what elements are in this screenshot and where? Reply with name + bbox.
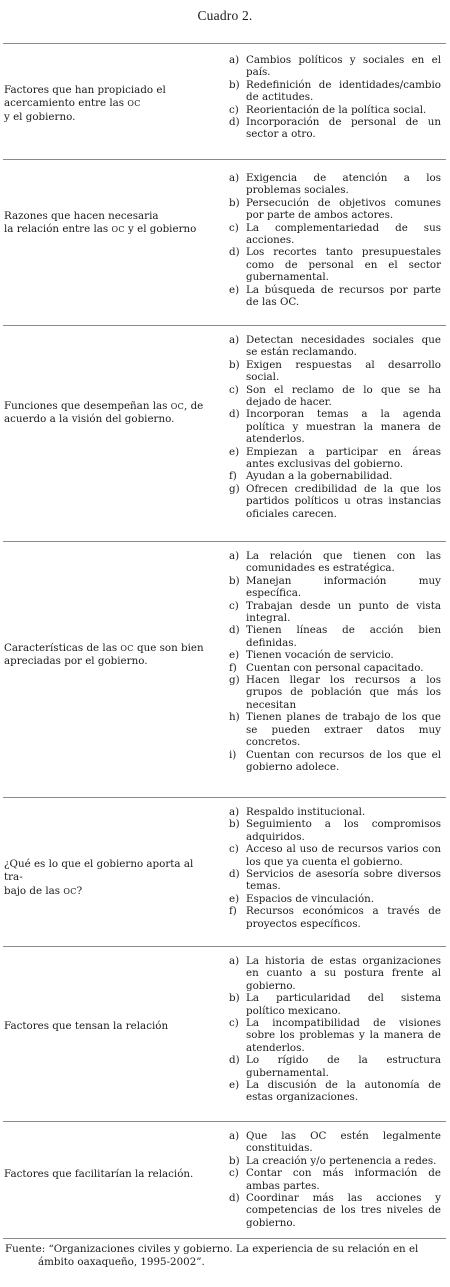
item-text: Persecución de objetivos comunes por parte de ambos actores. — [246, 196, 441, 222]
list-item — [229, 1192, 441, 1229]
item-text: La particularidad del sistema político mexicano. — [246, 992, 441, 1017]
item-text: La discusión de la autonomía de estas organizaciones. — [246, 1079, 441, 1104]
item-marker: b) — [229, 574, 240, 587]
row-label — [4, 642, 212, 669]
item-marker: a) — [229, 806, 240, 818]
row-label — [4, 1020, 212, 1033]
list-item — [229, 1130, 441, 1155]
item-list — [229, 550, 441, 773]
list-item — [229, 674, 441, 711]
list-item — [229, 246, 441, 283]
list-item — [229, 600, 441, 625]
list-item — [229, 470, 441, 482]
list-item — [229, 483, 441, 520]
row-label — [4, 1168, 212, 1181]
item-marker: d) — [229, 246, 240, 259]
item-marker: d) — [229, 868, 240, 881]
item-marker: e) — [229, 649, 240, 662]
item-marker: d) — [229, 1054, 240, 1067]
row-label-line: Funciones que desempeñan las — [4, 400, 171, 412]
item-text: Incorporan temas a la agenda política y muestran la manera de atenderlos. — [246, 408, 441, 446]
row-divider — [3, 797, 446, 798]
item-marker: d) — [229, 1192, 240, 1205]
source-line: ámbito oaxaqueño, 1995-2002”. — [38, 1256, 205, 1268]
row-divider — [3, 946, 446, 947]
list-item — [229, 172, 441, 197]
item-marker: d) — [229, 408, 240, 421]
row-divider — [3, 541, 446, 542]
source-note — [5, 1243, 445, 1269]
row-divider — [3, 159, 446, 160]
item-marker: b) — [229, 818, 240, 831]
item-marker: c) — [229, 103, 239, 116]
item-text: Reorientación de la política social. — [246, 103, 427, 116]
list-item — [229, 905, 441, 930]
row-label-line: Factores que han propiciado el — [4, 84, 166, 96]
row-label-line: y el gobierno — [124, 223, 197, 236]
item-marker: e) — [229, 445, 240, 458]
item-marker: c) — [229, 1167, 239, 1180]
item-marker: c) — [229, 383, 239, 396]
item-text: Ayudan a la gobernabilidad. — [246, 470, 393, 483]
abbreviation-oc: OC — [170, 402, 185, 411]
row-label-line: acercamiento entre las — [4, 97, 128, 110]
list-item — [229, 222, 441, 247]
abbreviation-oc: OC — [63, 886, 77, 896]
item-list — [229, 806, 441, 930]
rule-top — [3, 43, 446, 44]
abbreviation-oc: OC — [111, 225, 125, 235]
list-item — [229, 711, 441, 748]
item-marker: b) — [229, 196, 240, 209]
item-marker: c) — [229, 221, 239, 234]
item-marker: a) — [229, 334, 240, 346]
item-list — [229, 955, 441, 1104]
item-text: Hacen llegar los recursos a los grupos de población que más los necesitan — [246, 674, 441, 711]
list-item — [229, 868, 441, 893]
item-marker: a) — [229, 955, 240, 967]
list-item — [229, 1167, 441, 1192]
item-marker: c) — [229, 1017, 239, 1030]
item-marker: a) — [229, 172, 240, 184]
item-marker: e) — [229, 892, 240, 905]
list-item — [229, 843, 441, 868]
list-item — [229, 749, 441, 774]
list-item — [229, 79, 441, 104]
item-text: Ofrecen credibilidad de la que los partidos políticos u otras instancias oficiales carecen. — [246, 482, 441, 520]
list-item — [229, 1017, 441, 1054]
item-text: Empiezan a participar en áreas antes exclusivas del gobierno. — [246, 445, 441, 471]
item-text: Exigen respuestas al desarrollo social. — [246, 358, 441, 384]
list-item — [229, 624, 441, 649]
list-item — [229, 649, 441, 661]
list-item — [229, 575, 441, 600]
item-text: Cambios políticos y sociales en el país. — [246, 54, 441, 79]
item-text: La historia de estas organizaciones en cuanto a su postura frente al gobierno. — [246, 955, 441, 992]
list-item — [229, 384, 441, 409]
list-item — [229, 818, 441, 843]
item-marker: g) — [229, 674, 240, 687]
list-item — [229, 992, 441, 1017]
item-text: La incompatibilidad de visiones sobre los problemas y la manera de atenderlos. — [246, 1017, 441, 1054]
row-divider — [3, 325, 446, 326]
list-item — [229, 116, 441, 141]
item-marker: f) — [229, 470, 237, 483]
item-text: Son el reclamo de lo que se ha dejado de hacer. — [246, 383, 441, 409]
item-text: Exigencia de atención a los problemas sociales. — [246, 172, 441, 197]
list-item — [229, 1054, 441, 1079]
row-label-line: Factores que tensan la relación — [4, 1020, 169, 1032]
row-label-line: , de — [184, 400, 204, 412]
row-label — [4, 210, 212, 237]
item-text: Coordinar más las acciones y competencias de los tres niveles de gobierno. — [246, 1192, 441, 1229]
item-text: Tienen vocación de servicio. — [246, 649, 394, 662]
row-divider — [3, 1121, 446, 1122]
item-text: Servicios de asesoría sobre diversos temas. — [246, 868, 441, 893]
item-list — [229, 172, 441, 308]
item-text: Cuentan con personal capacitado. — [246, 661, 424, 674]
row-label-line: Factores que facilitarían la relación. — [4, 1168, 194, 1180]
item-marker: b) — [229, 78, 240, 91]
row-label-line: la relación entre las — [4, 223, 112, 236]
list-item — [229, 893, 441, 905]
row-label-line: que son bien — [133, 642, 204, 654]
item-marker: e) — [229, 283, 240, 296]
rule-bottom — [3, 1238, 446, 1239]
row-label — [4, 858, 212, 898]
item-marker: d) — [229, 116, 240, 129]
item-marker: f) — [229, 905, 237, 918]
list-item — [229, 284, 441, 309]
item-text: Respaldo institucional. — [246, 806, 366, 818]
item-text: Cuentan con recursos de los que el gobierno adolece. — [246, 748, 441, 773]
item-marker: i) — [229, 748, 237, 761]
list-item — [229, 955, 441, 992]
item-text: Manejan información muy específica. — [246, 574, 441, 600]
row-label-line: ? — [76, 884, 83, 897]
item-text: Contar con más información de ambas partes. — [246, 1167, 441, 1192]
row-label-line: Razones que hacen necesaria — [4, 210, 159, 222]
item-marker: h) — [229, 711, 240, 724]
item-marker: b) — [229, 992, 240, 1005]
table-title: Cuadro 2. — [197, 8, 253, 23]
item-list — [229, 54, 441, 141]
source-line: Fuente: “Organizaciones civiles y gobierno. La experiencia de su relación en el — [5, 1243, 419, 1255]
item-text: Redefinición de identidades/cambio de actitudes. — [246, 78, 441, 104]
list-item — [229, 104, 441, 116]
item-text: La complementariedad de sus acciones. — [246, 221, 441, 247]
item-text: Lo rígido de la estructura gubernamental. — [246, 1054, 441, 1079]
row-label-line: bajo de las — [4, 884, 64, 897]
item-marker: d) — [229, 624, 240, 637]
row-label — [4, 400, 212, 427]
item-text: Espacios de vinculación. — [246, 892, 375, 905]
abbreviation-oc: OC — [127, 99, 141, 109]
list-item — [229, 446, 441, 471]
item-text: La creación y/o pertenencia a redes. — [246, 1154, 437, 1167]
item-text: Tienen líneas de acción bien definidas. — [246, 624, 441, 649]
list-item — [229, 197, 441, 222]
list-item — [229, 662, 441, 674]
row-label-line: acuerdo a la visión del gobierno. — [4, 413, 175, 426]
item-text: Seguimiento a los compromisos adquiridos. — [246, 818, 441, 843]
item-marker: c) — [229, 843, 239, 856]
item-list — [229, 334, 441, 520]
item-list — [229, 1130, 441, 1229]
row-label-line: apreciadas por el gobierno. — [4, 655, 148, 668]
item-text: Incorporación de personal de un sector a otro. — [246, 116, 441, 141]
list-item — [229, 359, 441, 384]
list-item — [229, 334, 441, 359]
item-marker: b) — [229, 1154, 240, 1167]
item-marker: a) — [229, 550, 240, 562]
item-marker: e) — [229, 1079, 240, 1092]
list-item — [229, 408, 441, 445]
row-label — [4, 84, 212, 124]
item-text: Los recortes tanto presupuestales como de personal en el sector gubernamental. — [246, 246, 441, 284]
list-item — [229, 806, 441, 818]
item-marker: b) — [229, 358, 240, 371]
item-text: Trabajan desde un punto de vista integral. — [246, 599, 441, 625]
list-item — [229, 1079, 441, 1104]
item-text: Recursos económicos a través de proyectos específicos. — [246, 905, 441, 930]
item-text: La búsqueda de recursos por parte de las OC. — [246, 283, 441, 309]
row-label-line: y el gobierno. — [4, 110, 76, 123]
item-text: Detectan necesidades sociales que se están reclamando. — [246, 334, 441, 359]
item-marker: a) — [229, 54, 240, 66]
list-item — [229, 1155, 441, 1167]
item-text: Tienen planes de trabajo de los que se pueden extraer datos muy concretos. — [246, 711, 441, 749]
list-item — [229, 54, 441, 79]
item-text: La relación que tienen con las comunidades es estratégica. — [246, 550, 441, 575]
row-label-line: Características de las — [4, 642, 121, 654]
item-text: Acceso al uso de recursos varios con los que ya cuenta el gobierno. — [246, 843, 441, 868]
abbreviation-oc: OC — [120, 644, 134, 653]
item-marker: c) — [229, 599, 239, 612]
row-label-line: ¿Qué es lo que el gobierno aporta al tra- — [4, 858, 194, 884]
item-marker: f) — [229, 661, 237, 674]
list-item — [229, 550, 441, 575]
item-marker: g) — [229, 482, 240, 495]
item-marker: a) — [229, 1130, 240, 1142]
item-text: Que las OC estén legalmente constituidas. — [246, 1130, 441, 1155]
